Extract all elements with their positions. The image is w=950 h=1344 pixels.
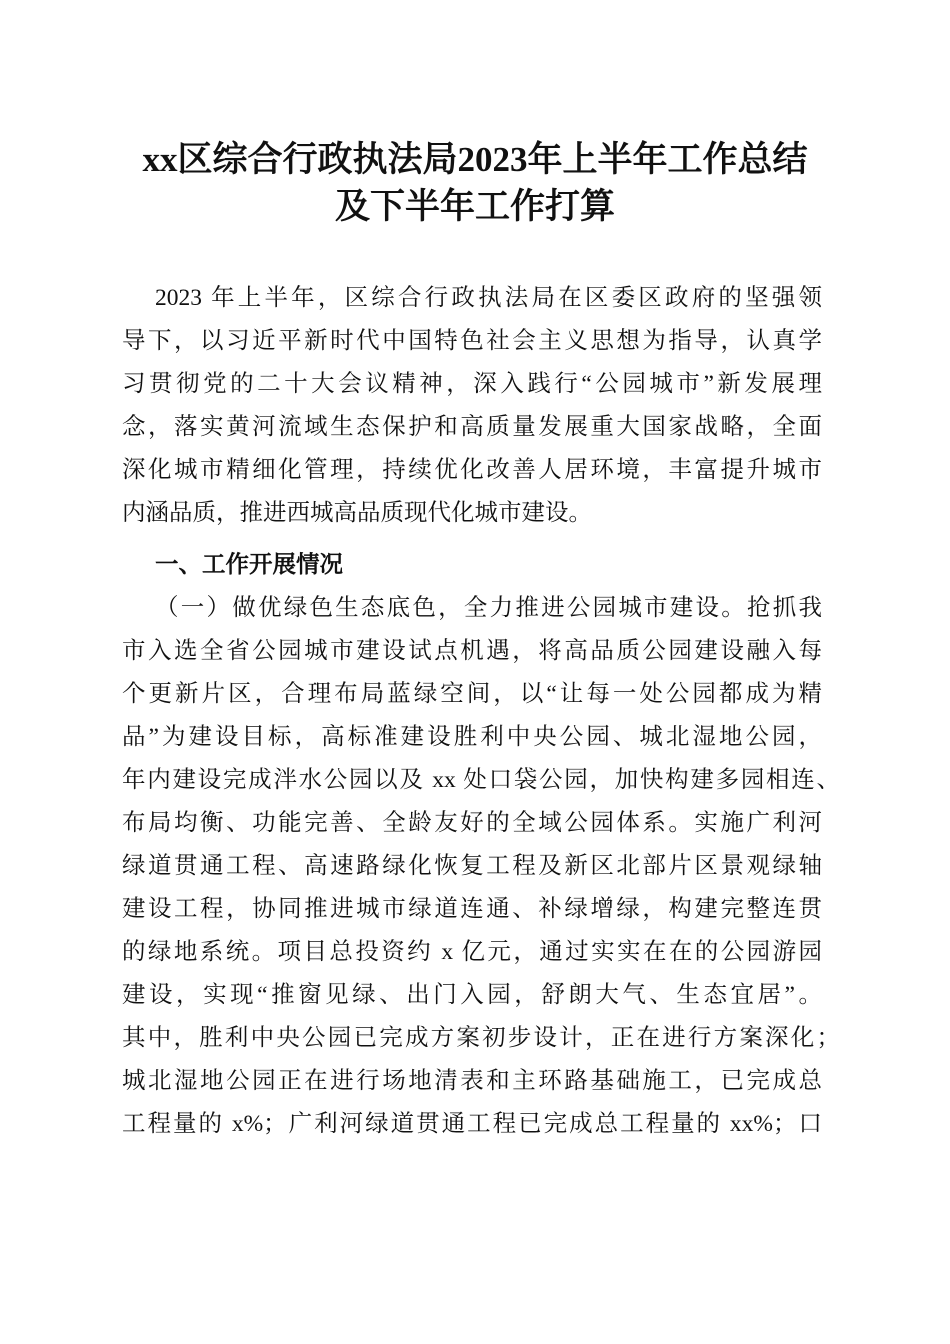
- text-line: 导下，以习近平新时代中国特色社会主义思想为指导，认真学: [122, 328, 822, 354]
- text-line: （一）做优绿色生态底色，全力推进公园城市建设。抢抓我: [155, 595, 822, 621]
- document-title-line-1: xx区综合行政执法局2023年上半年工作总结: [142, 140, 808, 179]
- text-line: 念，落实黄河流域生态保护和高质量发展重大国家战略，全面: [122, 414, 822, 440]
- text-line: 年内建设完成泮水公园以及 xx 处口袋公园，加快构建多园相连、: [122, 767, 840, 793]
- text-line: 建设工程，协同推进城市绿道连通、补绿增绿，构建完整连贯: [122, 896, 822, 922]
- text-line: 个更新片区，合理布局蓝绿空间，以“让每一处公园都成为精: [122, 681, 822, 707]
- text-line: 品”为建设目标，高标准建设胜利中央公园、城北湿地公园，: [122, 724, 822, 750]
- text-line: 的绿地系统。项目总投资约 x 亿元，通过实实在在的公园游园: [122, 939, 822, 965]
- text-line: 市入选全省公园城市建设试点机遇，将高品质公园建设融入每: [122, 638, 822, 664]
- text-line: 习贯彻党的二十大会议精神，深入践行“公园城市”新发展理: [122, 371, 822, 397]
- text-line: 深化城市精细化管理，持续优化改善人居环境，丰富提升城市: [122, 457, 822, 483]
- text-line: 2023 年上半年，区综合行政执法局在区委区政府的坚强领: [155, 285, 822, 311]
- text-line: 工程量的 x%；广利河绿道贯通工程已完成总工程量的 xx%；口: [122, 1111, 822, 1137]
- text-line: 其中，胜利中央公园已完成方案初步设计，正在进行方案深化；: [122, 1025, 840, 1051]
- text-line: 城北湿地公园正在进行场地清表和主环路基础施工，已完成总: [122, 1068, 822, 1094]
- document-title-line-2: 及下半年工作打算: [334, 187, 615, 226]
- text-line: 建设，实现“推窗见绿、出门入园，舒朗大气、生态宜居”。: [122, 982, 822, 1008]
- section-heading: 一、工作开展情况: [155, 552, 343, 578]
- text-line: 绿道贯通工程、高速路绿化恢复工程及新区北部片区景观绿轴: [122, 853, 822, 879]
- text-line: 布局均衡、功能完善、全龄友好的全域公园体系。实施广利河: [122, 810, 822, 836]
- text-line: 内涵品质，推进西城高品质现代化城市建设。: [122, 500, 592, 526]
